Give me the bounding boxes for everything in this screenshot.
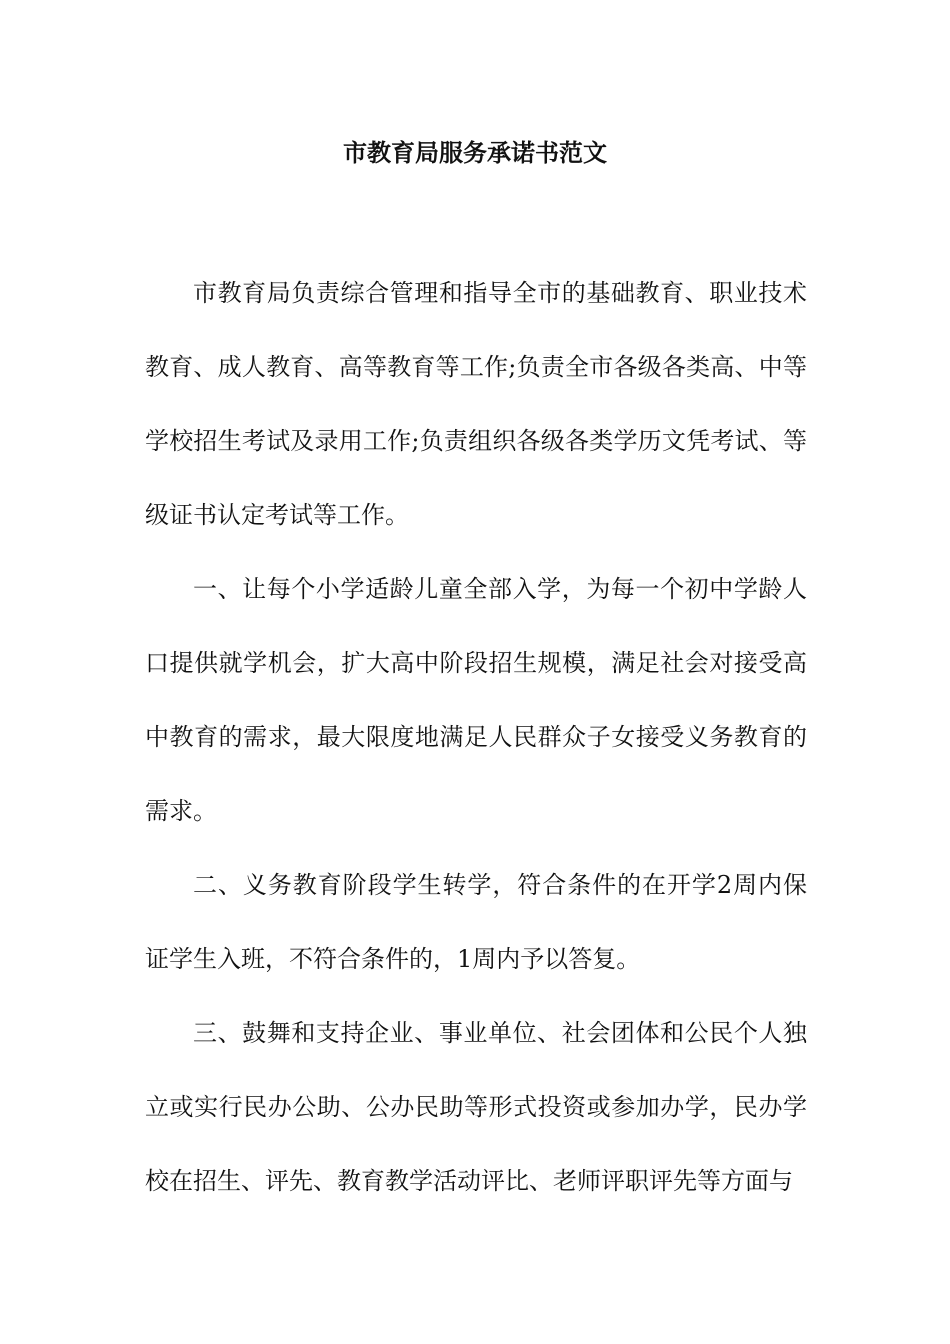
paragraph-item-2: 二、义务教育阶段学生转学，符合条件的在开学2周内保证学生入班，不符合条件的，1周内予以答复。 — [145, 871, 807, 973]
paragraph-intro: 市教育局负责综合管理和指导全市的基础教育、职业技术教育、成人教育、高等教育等工作;负责全市各级各类高、中等学校招生考试及录用工作;负责组织各级各类学历文凭考试、等级证书认定考试等工作。 — [145, 279, 807, 529]
document-body — [145, 256, 807, 1218]
paragraph-item-1: 一、让每个小学适龄儿童全部入学，为每一个初中学龄人口提供就学机会，扩大高中阶段招生规模，满足社会对接受高中教育的需求，最大限度地满足人民群众子女接受义务教育的需求。 — [145, 575, 807, 825]
document-title: 市教育局服务承诺书范文 — [343, 138, 607, 167]
paragraph-item-3: 三、鼓舞和支持企业、事业单位、社会团体和公民个人独立或实行民办公助、公办民助等形式投资或参加办学，民办学校在招生、评先、教育教学活动评比、老师评职评先等方面与 — [145, 1019, 807, 1195]
